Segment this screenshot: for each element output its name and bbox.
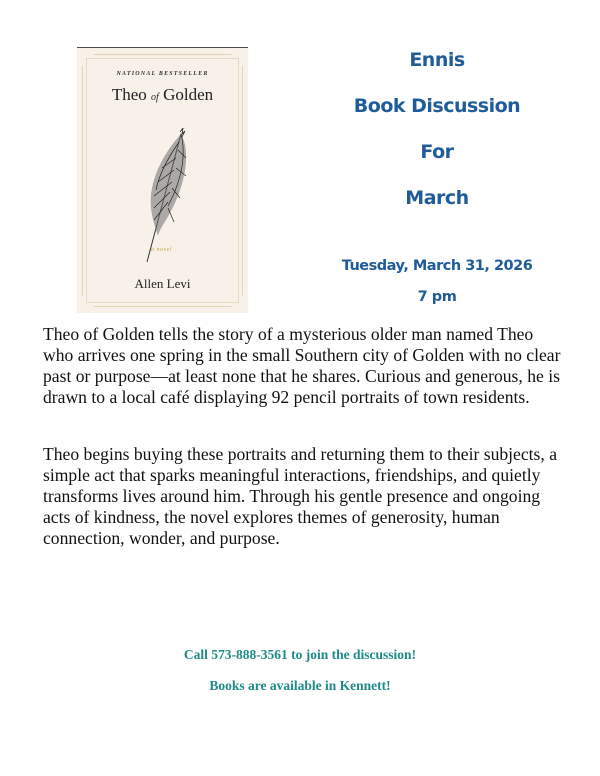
event-time: 7 pm xyxy=(417,289,457,305)
heading-location: Ennis xyxy=(409,49,465,71)
cover-title-part2: Golden xyxy=(163,85,214,104)
description-paragraph-1: Theo of Golden tells the story of a mysterious older man named Theo who arrives one spring in the small Southern city of Golden with no clear past or purpose—at least none that he shares. Curious and generous, he is drawn to a local café displaying 92 pencil portraits of town residents. xyxy=(43,324,561,407)
description-paragraph-2: Theo begins buying these portraits and returning them to their subjects, a simple act that sparks meaningful interactions, friendships, and quietly transforms lives around him. Through his gentle presence and ongoing acts of kindness, the novel explores themes of generosity, human connection, wonder, and purpose. xyxy=(43,444,558,548)
cover-subtitle: a novel xyxy=(151,247,172,253)
cover-title-part1: Theo xyxy=(111,85,147,104)
call-to-action: Call 573-888-3561 to join the discussion! xyxy=(183,647,417,662)
event-date: Tuesday, March 31, 2026 xyxy=(341,258,533,274)
book-cover-image xyxy=(77,47,248,313)
heading-event: Book Discussion xyxy=(353,95,521,117)
cover-title-of: of xyxy=(151,92,159,103)
cover-bestseller-label: NATIONAL BESTSELLER xyxy=(116,71,209,77)
heading-month: March xyxy=(405,187,469,209)
cover-author: Allen Levi xyxy=(134,276,191,291)
heading-for: For xyxy=(420,141,454,163)
cover-book-title xyxy=(77,85,248,105)
availability-note: Books are available in Kennett! xyxy=(209,678,391,693)
